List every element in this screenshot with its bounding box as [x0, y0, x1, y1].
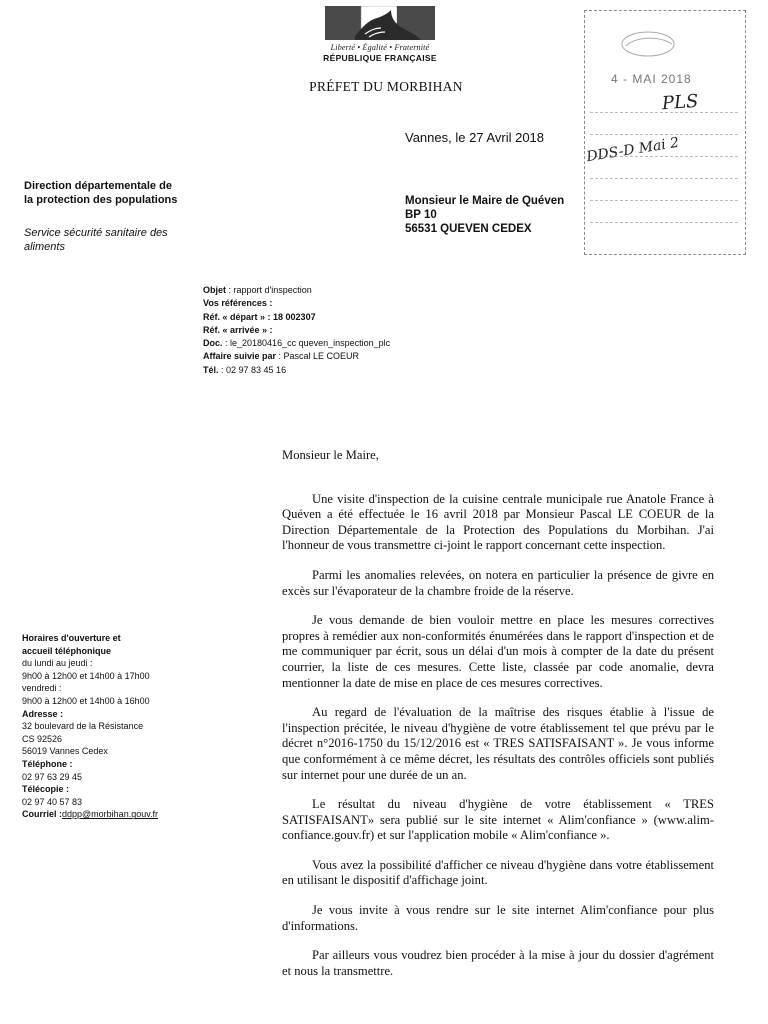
- sender-service-line: aliments: [24, 241, 65, 253]
- affaire-value: : Pascal LE COEUR: [276, 351, 360, 362]
- tel-value: : 02 97 83 45 16: [218, 364, 287, 375]
- letter-date: Vannes, le 27 Avril 2018: [405, 130, 545, 145]
- recipient-line: 56531 QUEVEN CEDEX: [405, 223, 532, 235]
- phone-number: 02 97 63 29 45: [22, 771, 83, 782]
- hours-title: Horaires d'ouverture et: [22, 633, 121, 643]
- letter-paragraph: Parmi les anomalies relevées, on notera en particulier la présence de givre en excès sur l'évaporateur de la chambre froide de la réserve.: [282, 567, 714, 598]
- prefet-title: PRÉFET DU MORBIHAN: [309, 79, 463, 94]
- ref-depart-value: 18 002307: [270, 311, 316, 322]
- recipient-line: Monsieur le Maire de Quéven: [405, 195, 565, 207]
- hours-title: accueil téléphonique: [22, 645, 112, 656]
- stamp-line: [590, 222, 738, 223]
- sender-service: [24, 226, 224, 254]
- affaire-label: Affaire suivie par: [203, 351, 277, 362]
- hours-friday-label: vendredi :: [22, 683, 62, 694]
- address-line: 32 boulevard de la Résistance: [22, 721, 144, 732]
- ref-depart-line: [203, 311, 390, 324]
- sender-direction-line: la protection des populations: [24, 194, 178, 206]
- stamp-seal-icon: [610, 22, 690, 62]
- stamp-lines: [590, 92, 740, 242]
- letter-body: [282, 448, 714, 993]
- doc-line: [203, 337, 390, 350]
- doc-label: Doc.: [203, 338, 223, 349]
- tel-line: [203, 364, 390, 377]
- letter-paragraph: Par ailleurs vous voudrez bien procéder à la mise à jour du dossier d'agrément et nous la transmettre.: [282, 948, 714, 978]
- letter-paragraph: Vous avez la possibilité d'afficher ce niveau d'hygiène dans votre établissement en utilisant le dispositif d'affichage joint.: [282, 857, 714, 888]
- objet-label: Objet: [203, 285, 227, 295]
- fax-number: 02 97 40 57 83: [22, 796, 83, 807]
- email-line: [22, 808, 232, 821]
- affaire-line: [203, 350, 390, 363]
- letter-paragraph: Le résultat du niveau d'hygiène de votre établissement « TRES SATISFAISANT» sera publié sur le site internet « Alim'confiance » (www.alim-confiance.gouv.fr) et sur l'application mobile « Alim'confiance ».: [282, 797, 714, 843]
- letter-paragraph: Une visite d'inspection de la cuisine centrale municipale rue Anatole France à Quéven a été effectuée le 16 avril 2018 par Monsieur Pascal LE COEUR de la Direction Départementale de la Protection des Populations du Morbihan. J'ai l'honneur de vous transmettre ci-joint le rapport concernant cette inspection.: [282, 491, 714, 553]
- ref-depart-label: Réf. « départ » :: [203, 311, 271, 322]
- letter-paragraph: Au regard de l'évaluation de la maîtrise des risques établie à l'issue de l'inspection précitée, le niveau d'hygiène de votre établissement tel que prévu par le décret n°2016-1750 du 15/12/2016 est « TRES SATISFAISANT ». Je vous informe que conformément à ce même décret, les résultats des contrôles officiels sont publiés sur internet pour une durée de un an.: [282, 705, 714, 782]
- sender-service-line: Service sécurité sanitaire des: [24, 227, 168, 239]
- handwritten-annotation: DDS-D Mai 2: [585, 134, 681, 166]
- address-label: Adresse :: [22, 708, 64, 719]
- letter-paragraph: Je vous invite à vous rendre sur le site internet Alim'confiance pour plus d'informations.: [282, 903, 714, 933]
- hours-weekdays-label: du lundi au jeudi :: [22, 658, 93, 669]
- objet-line: [203, 284, 390, 297]
- ref-arrivee-line: [203, 324, 390, 337]
- hours-weekdays: 9h00 à 12h00 et 14h00 à 17h00: [22, 670, 150, 681]
- stamp-date: 4 - MAI 2018: [611, 72, 692, 86]
- stamp-line: [590, 200, 738, 201]
- handwritten-annotation: PLS: [661, 90, 700, 115]
- reference-block: [203, 284, 390, 377]
- hours-friday: 9h00 à 12h00 et 14h00 à 16h00: [22, 695, 150, 706]
- fax-label: Télécopie :: [22, 784, 70, 795]
- marianne-logo-icon: [325, 6, 435, 40]
- letter-paragraph: Je vous demande de bien vouloir mettre en place les mesures correctives propres à remédier aux non-conformités énumérées dans le rapport d'inspection et de me communiquer par écrit, sous un délai d'un mois à compter de la date du présent courrier, la liste de ces mesures. Cette liste, classée par code anomalie, devra mentionner la date de mise en place de ces mesures correctives.: [282, 613, 714, 690]
- phone-label: Téléphone :: [22, 758, 73, 769]
- stamp-line: [590, 134, 738, 135]
- vos-references-label: Vos références :: [203, 298, 273, 309]
- republic-logo: [300, 6, 460, 63]
- recipient-address: [405, 194, 564, 236]
- recipient-line: BP 10: [405, 209, 437, 221]
- stamp-line: [590, 178, 738, 179]
- tel-label: Tél.: [203, 364, 219, 375]
- sender-direction-line: Direction départementale de: [24, 180, 172, 192]
- address-line: 56019 Vannes Cedex: [22, 746, 108, 757]
- email-label: Courriel :: [22, 809, 63, 820]
- letter-greeting: Monsieur le Maire,: [282, 448, 379, 462]
- objet-value: : rapport d'inspection: [226, 285, 312, 295]
- doc-value: : le_20180416_cc queven_inspection_plc: [222, 338, 391, 349]
- ref-arrivee-label: Réf. « arrivée » :: [203, 324, 273, 335]
- republic-name: RÉPUBLIQUE FRANÇAISE: [323, 53, 437, 63]
- vos-references: [203, 297, 390, 310]
- contact-info: [22, 632, 232, 821]
- email-link[interactable]: ddpp@morbihan.gouv.fr: [62, 809, 159, 820]
- address-line: CS 92526: [22, 733, 63, 744]
- sender-direction: [24, 179, 224, 207]
- republic-motto: Liberté • Égalité • Fraternité: [330, 43, 430, 52]
